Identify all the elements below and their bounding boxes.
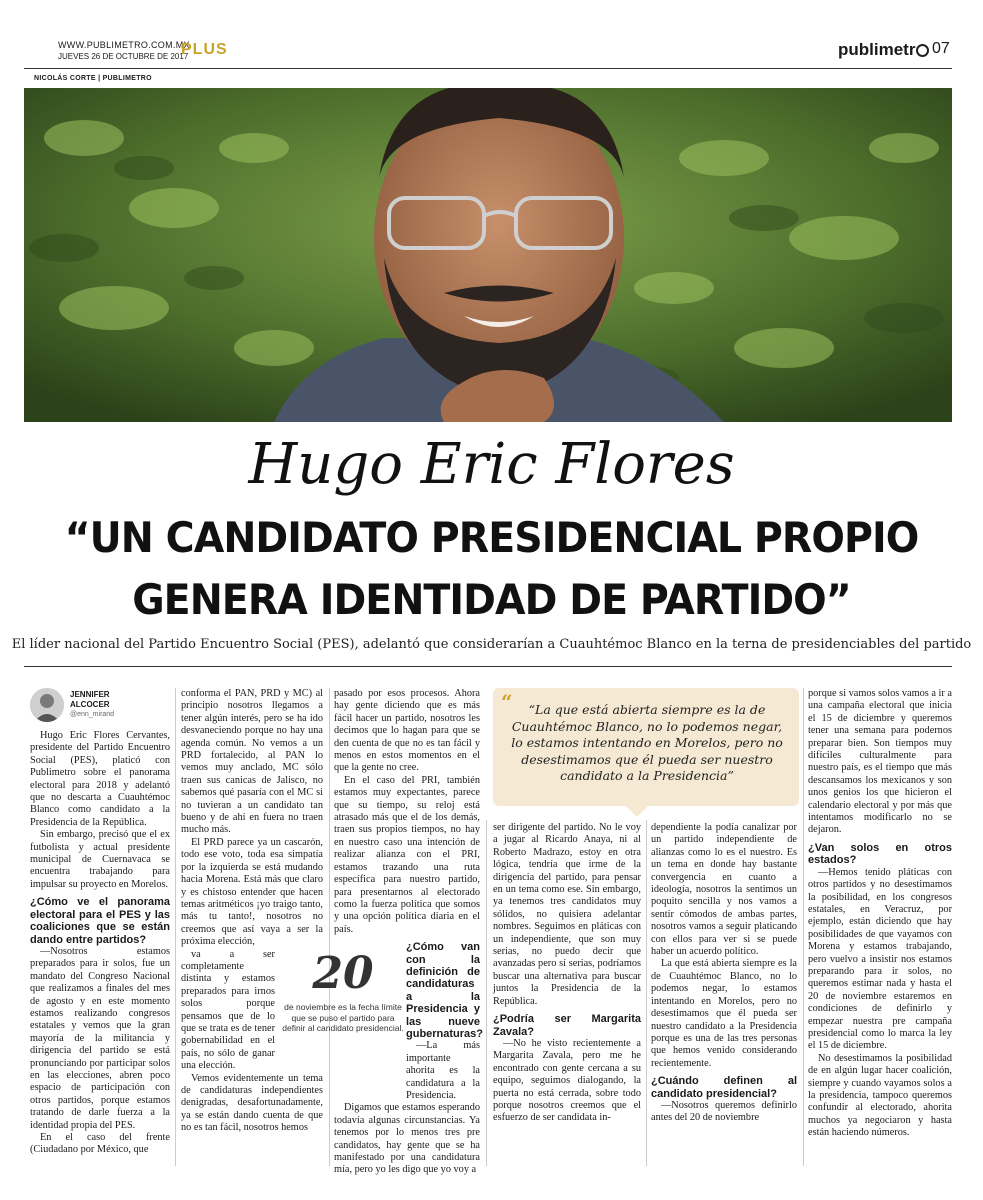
paragraph: En el caso del frente (Ciudadano por México, que: [30, 1132, 170, 1156]
column-divider: [803, 688, 804, 1166]
paragraph: El PRD parece ya un cascarón, todo ese voto, toda esa simpatía por la izquierda se está mudando hacia Morena. Está más que claro y es chistoso entender que hacen temas aritméticos ¡yo traigo tanto, más tu tanto!, nosotros no creemos que así vaya a ser la próxima elección,: [181, 836, 323, 948]
paragraph: En el caso del PRI, también estamos muy expectantes, parece que su tiempo, su reloj está atrasado más que el de los demás, traen sus propios tiempos, no hay en nuestro caso una intención de realizar alianza con el PRI, estamos trazando una ruta específica para nuestro partido, para presentarnos al electorado como la fuerza política que somos y una opción política diaria en el país.: [334, 774, 480, 935]
column-3: [334, 688, 484, 1177]
question: ¿Cuándo definen al candidato presidencial?: [651, 1075, 797, 1100]
page-number: 07: [932, 40, 950, 57]
section-label: PLUS: [181, 41, 228, 58]
column-divider: [175, 688, 176, 1166]
column-2: [181, 688, 323, 1135]
brand-logo: [838, 40, 929, 60]
header-rule: [24, 68, 952, 69]
author-last-name: ALCOCER: [70, 700, 110, 709]
paragraph: Sin embargo, precisó que el ex futbolista y actual presidente municipal de Cuernavaca se encuentra trabajando para impulsar su proyecto en Morelos.: [30, 829, 170, 890]
author-avatar: [30, 688, 64, 722]
page-header: [0, 0, 983, 72]
paragraph: Hugo Eric Flores Cervantes, presidente del Partido Encuentro Social (PES), platicó con Publimetro sobre el panorama electoral para 2018 y adelantó que no descarta a Cuauhtémoc Blanco como candidato a la Presidencia de la República.: [30, 730, 170, 828]
author-first-name: JENNIFER: [70, 690, 110, 699]
question: ¿Podría ser Margarita Zavala?: [493, 1013, 641, 1038]
paragraph: —Hemos tenido pláticas con otros partidos y no desestimamos la posibilidad, en los congresos estatales, en Veracruz, por ejemplo, están diciendo que hay posibilidades de que vayamos con Morena y estamos trabajando, pero vuelvo a insistir nos estamos preparando para ir solos, no queremos estimar nada y hasta el 20 de noviembre estaremos en condiciones de definirlo y empezar nuestra pre campaña presidencial como lo marca la ley el 15 de diciembre.: [808, 866, 952, 1052]
photo-credit: NICOLÁS CORTE | PUBLIMETRO: [34, 75, 152, 82]
site-url: WWW.PUBLIMETRO.COM.MX: [58, 40, 190, 50]
pull-quote: [493, 688, 799, 806]
column-4: [493, 822, 641, 1125]
question: ¿Van solos en otros estados?: [808, 841, 952, 867]
pull-quote-text: “La que está abierta siempre es la de Cuauhtémoc Blanco, no lo podemos negar, lo estamos intentando en Morelos, pero no desestimamos que él pueda ser nuestro candidato a la Presidencia”: [511, 702, 783, 783]
column-6: [808, 688, 952, 1140]
quote-open-icon: “: [501, 690, 513, 714]
paragraph: —No he visto recientemente a Margarita Zavala, pero me he encontrado con gente cercana a su equipo, seguimos dialogando, la puerta no está cerrada, sobre todo porque nosotros creemos que el esfuerzo de ser candidata in-: [493, 1037, 641, 1124]
author-name: [70, 690, 110, 710]
portrait-illustration: [24, 88, 952, 422]
paragraph: Digamos que estamos esperando todavía algunas circunstancias. Ya tenemos por lo menos tres pre candidatos, hay gente que se ha manifestado por una candidatura mía, pero yo les digo que yo voy a: [334, 1102, 480, 1176]
paragraph: dependiente la podía canalizar por un partido independiente de alianzas como lo es el nuestro. Es un tema en donde hay bastante convergencia en cuanto a ideología, nosotros la sentimos un poquito sencilla y nos vamos a sentir cómodos de ambas partes, nosotros vamos a seguir platicando con ellos para ver si se puede haber un acuerdo político.: [651, 822, 797, 958]
paragraph: pasado por esos procesos. Ahora hay gente diciendo que es más fácil hacer un partido, nosotros les decimos que lo hagan para que se den cuenta de que no es tan fácil y menos en estos momentos en el que la gente no cree.: [334, 688, 480, 774]
avatar-icon: [30, 688, 64, 722]
fact-text: de noviembre es la fecha límite que se puso el partido para definir al candidato presidencial.: [282, 1002, 404, 1033]
logo-dot-icon: [916, 44, 929, 57]
fact-number: 20: [312, 948, 374, 999]
paragraph: conforma el PAN, PRD y MC) al principio nosotros llegamos a tener algún interés, pero se ha ido desvaneciendo porque no hay una agenda común. No vemos a un PRD fortalecido, al PAN lo vemos muy anclado, MC sólo traen sus canicas de Jalisco, no sabemos qué pasaría con el MC si no tuvieran a un candidato tan bueno y de ahí en fuera no traen mucho más.: [181, 688, 323, 836]
headline-name: Hugo Eric Flores: [248, 432, 735, 497]
brand-name: publimetr: [838, 40, 916, 59]
paragraph: va a ser completamente distinta y estamos preparados para irnos solos porque pensamos que de lo que se trata es de tener gobernabilidad en el país, no sólo de ganar una elección.: [181, 948, 275, 1072]
column-divider: [486, 820, 487, 1166]
headline-quote-line1: “UN CANDIDATO PRESIDENCIAL PROPIO: [64, 513, 919, 562]
paragraph: No desestimamos la posibilidad de en algún lugar hacer coalición, siempre y cuando vayamos solos a la presidencia, tampoco queremos confundir al electorado, ahorita muchos ya negociaron y hasta están haciendo números.: [808, 1052, 952, 1139]
question: ¿Cómo ve el panorama electoral para el PES y las coaliciones que se están dando entre partidos?: [30, 896, 170, 946]
paragraph: ser dirigente del partido. No le voy a jugar al Ricardo Anaya, ni al Roberto Madrazo, estoy en otra lógica, tendría que irme de la dirigencia del partido, para pensar en un tema como ese. Sin embargo, ya tenemos tres candidatos muy sólidos, no quisiera adelantar nombres. Seguimos en pláticas con un independiente, que son muy serias, no puedo decir que avanzadas pero sí serias, podríamos buscar una alternativa para buscar juntos la Presidencia de la República.: [493, 822, 641, 1007]
paragraph: Vemos evidentemente un tema de candidaturas independientes denigradas, desafortunadamente, ya se están dando cuenta de que no es tan fácil, nosotros hemos: [181, 1072, 323, 1134]
paragraph: La que está abierta siempre es la de Cuauhtémoc Blanco, no lo podemos negar, lo estamos intentando en Morelos, pero no desestimamos que él pueda ser nuestro candidato a la Presidencia porque es una de las tres personas que hemos venido considerando recientemente.: [651, 958, 797, 1069]
paragraph: —Nosotros queremos definirlo antes del 20 de noviembre: [651, 1099, 797, 1124]
paragraph: porque si vamos solos vamos a ir a una campaña electoral que inicia el 15 de diciembre y queremos tener una semana para podernos preparar bien. Son tiempos muy difíciles culturalmente para nuestro país, es el tiempo que más descansamos los mexicanos y son unos genios los que hicieron el calendario electoral y por más que intentamos modificarlo no se dejaron.: [808, 688, 952, 836]
column-5: [651, 822, 797, 1125]
column-divider: [329, 688, 330, 1166]
question: ¿Cómo van con la definición de candidaturas a la Presidencia y las nueve gubernaturas?: [406, 941, 484, 1040]
deck: El líder nacional del Partido Encuentro Social (PES), adelantó que considerarían a Cuauhtémoc Blanco en la terna de presidenciables del partido: [11, 637, 972, 652]
column-divider: [646, 820, 647, 1166]
deck-rule: [24, 666, 952, 667]
pull-quote-tail: [623, 803, 651, 817]
headline-quote-line2: GENERA IDENTIDAD DE PARTIDO”: [132, 575, 851, 624]
headline-quote: [29, 507, 953, 631]
paragraph: —Nosotros estamos preparados para ir solos, fue un mandato del Congreso Nacional que realizamos a finales del mes de agosto y en este momento estamos realizando congresos estatales y vemos que la gran mayoría de la militancia y dirigencia del partido se está pronunciando por participar solos en las elecciones, abren poco espacio de participación con otros partidos, porque estamos tratando de darle fuerza a la identidad propia del PES.: [30, 945, 170, 1131]
author-handle: @enn_mirand: [70, 711, 115, 718]
portrait-photo: [24, 88, 952, 422]
paragraph: —La más importante ahorita es la candidatura a la Presidencia.: [406, 1040, 480, 1101]
issue-date: JUEVES 26 DE OCTUBRE DE 2017: [58, 52, 189, 61]
column-1: [30, 730, 170, 1157]
